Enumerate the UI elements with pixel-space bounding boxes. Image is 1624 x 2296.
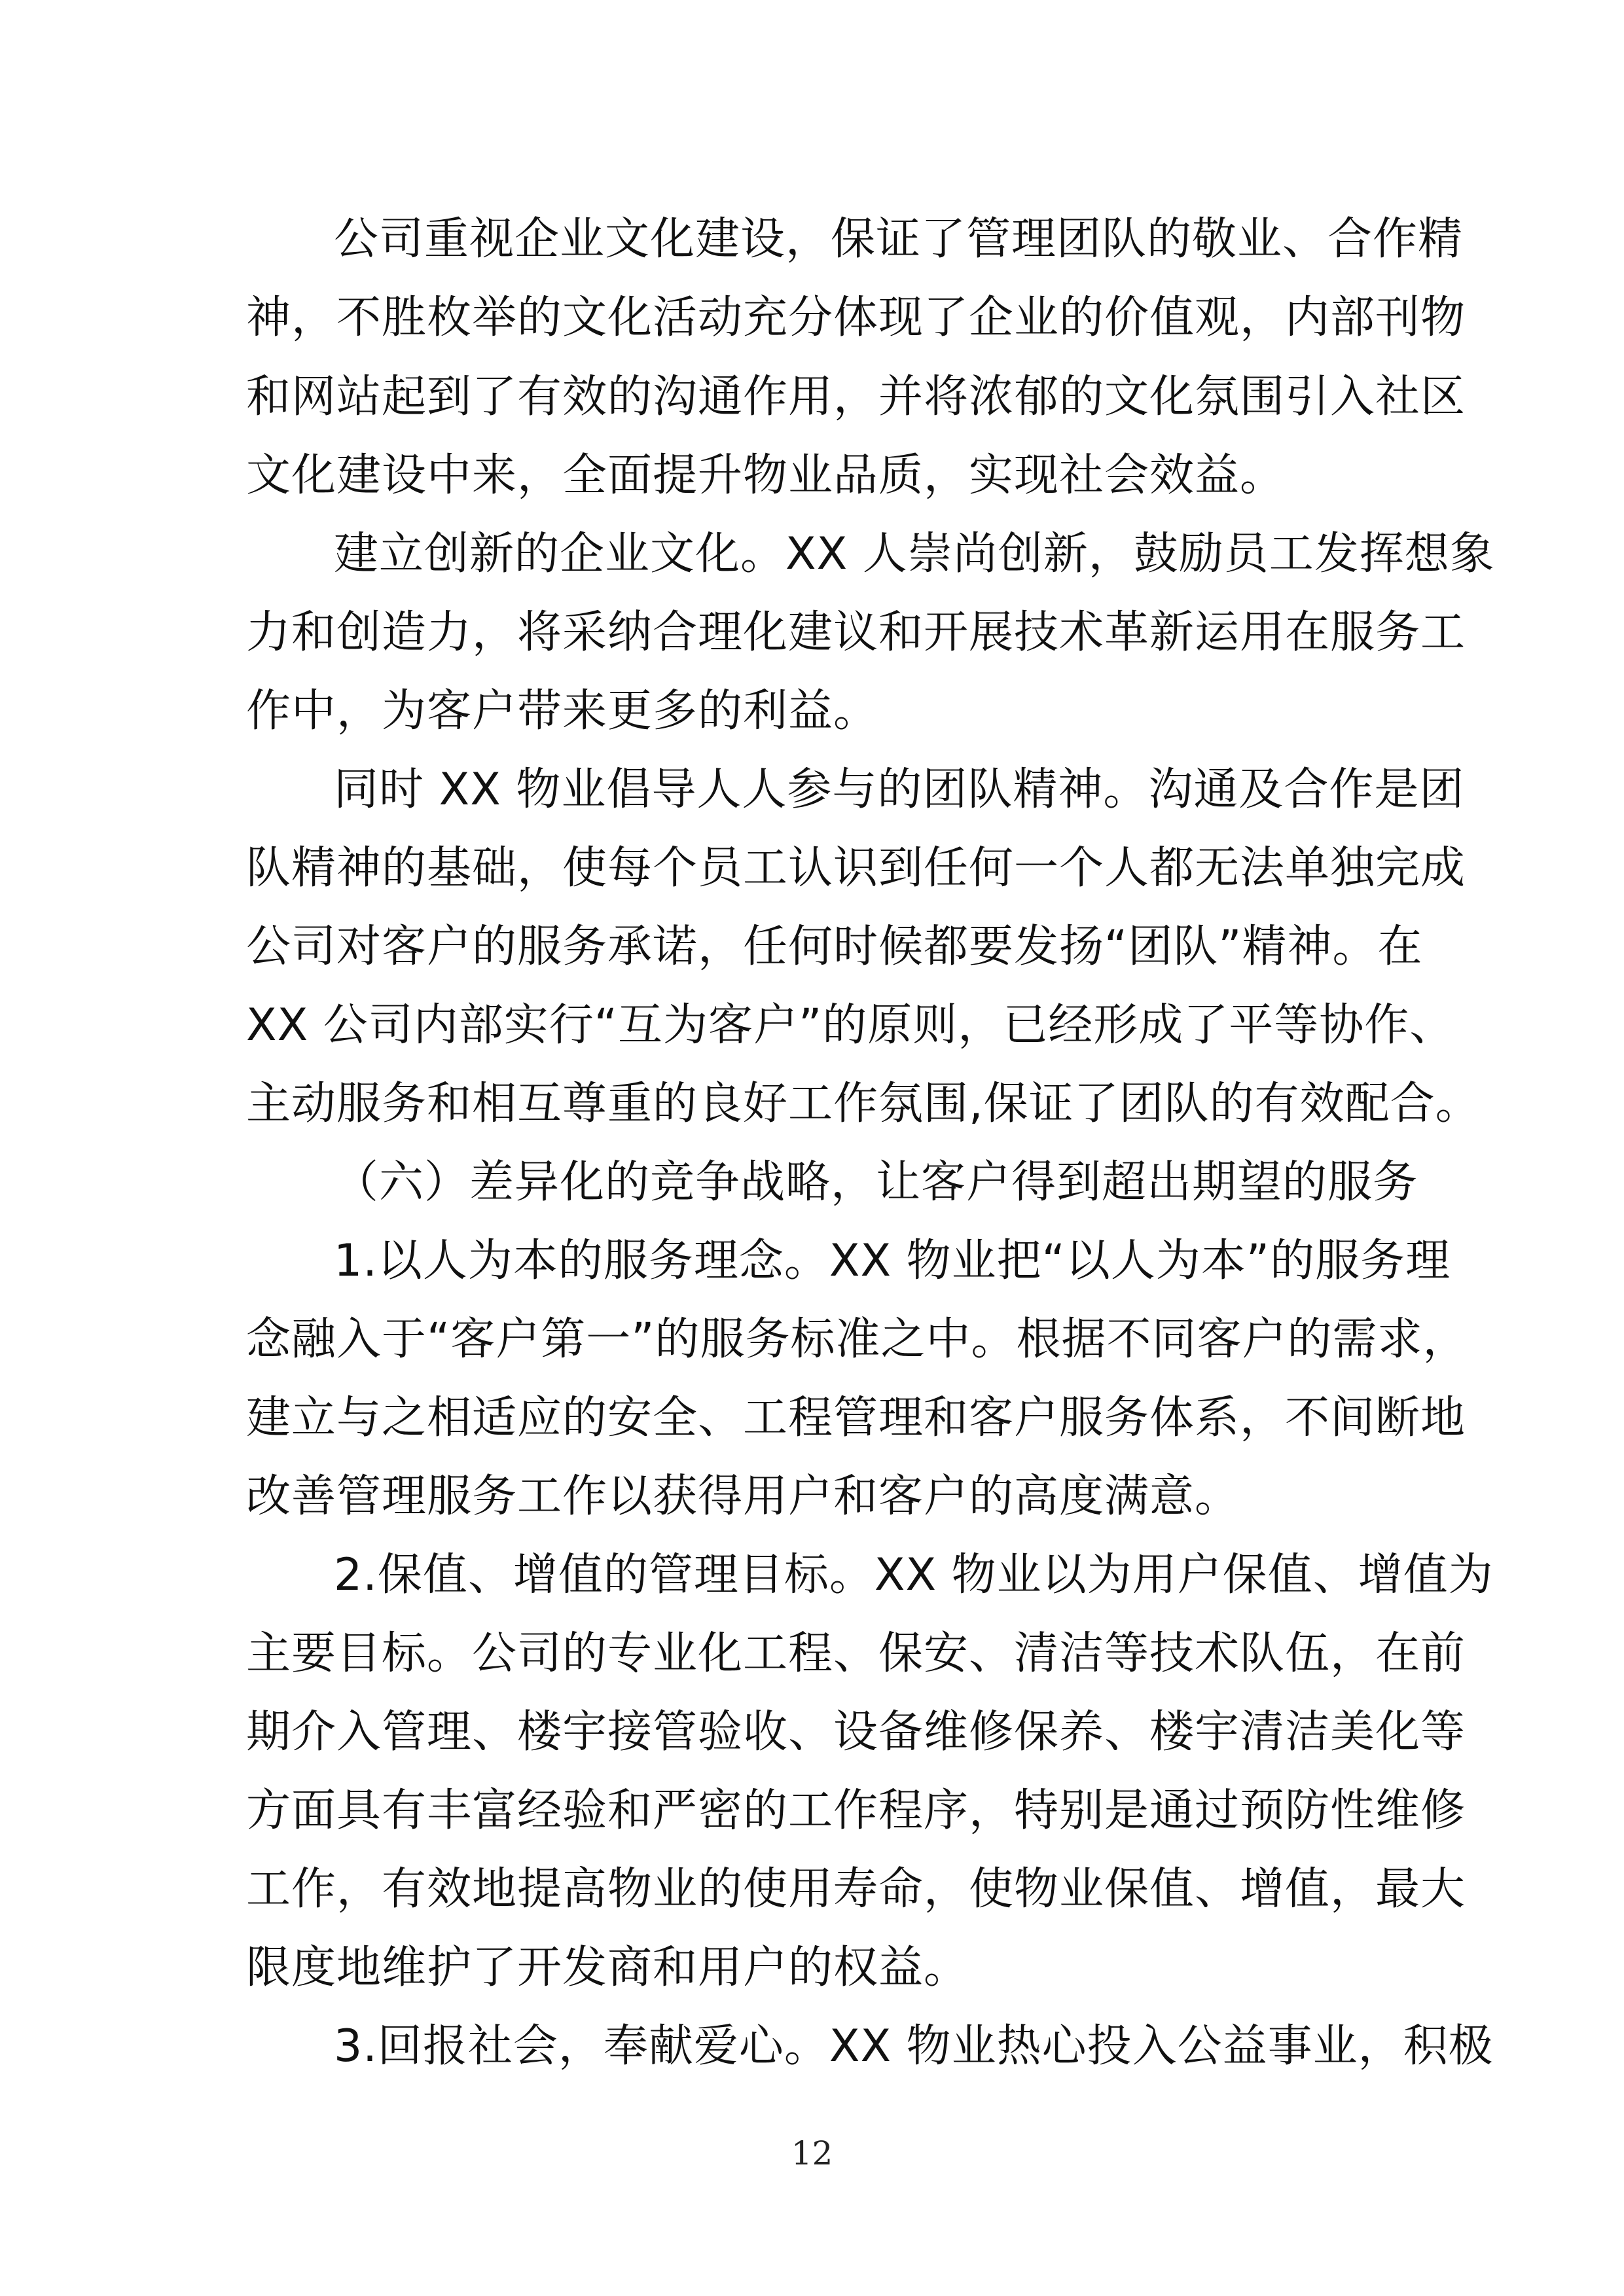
paragraph-2-line-1: 建立创新的企业文化。XX 人崇尚创新，鼓励员工发挥想象 (334, 528, 1495, 580)
paragraph-4-line-4: 改善管理服务工作以获得用户和客户的高度满意。 (246, 1471, 1240, 1522)
paragraph-2-line-2: 力和创造力，将采纳合理化建议和开展技术革新运用在服务工 (246, 607, 1466, 658)
paragraph-4-line-1: 1.以人为本的服务理念。XX 物业把“以人为本”的服务理 (334, 1235, 1451, 1287)
paragraph-4-line-3: 建立与之相适应的安全、工程管理和客户服务体系，不间断地 (246, 1392, 1466, 1444)
paragraph-5-line-1: 2.保值、增值的管理目标。XX 物业以为用户保值、增值为 (334, 1549, 1494, 1601)
paragraph-3-line-5: 主动服务和相互尊重的良好工作氛围,保证了团队的有效配合。 (246, 1078, 1481, 1130)
page-number: 12 (791, 2134, 833, 2172)
paragraph-5-line-2: 主要目标。公司的专业化工程、保安、清洁等技术队伍，在前 (246, 1628, 1466, 1679)
paragraph-1-line-2: 神，不胜枚举的文化活动充分体现了企业的价值观，内部刊物 (246, 292, 1466, 344)
paragraph-5-line-3: 期介入管理、楼宇接管验收、设备维修保养、楼宇清洁美化等 (246, 1706, 1466, 1758)
paragraph-3-line-1: 同时 XX 物业倡导人人参与的团队精神。沟通及合作是团 (334, 764, 1465, 816)
paragraph-1-line-1: 公司重视企业文化建设，保证了管理团队的敬业、合作精 (334, 213, 1464, 265)
paragraph-3-line-3: 公司对客户的服务承诺，任何时候都要发扬“团队”精神。在 (246, 921, 1423, 973)
paragraph-5-line-5: 工作，有效地提高物业的使用寿命，使物业保值、增值，最大 (246, 1863, 1466, 1915)
paragraph-2-line-3: 作中，为客户带来更多的利益。 (246, 685, 879, 737)
paragraph-3-line-2: 队精神的基础，使每个员工认识到任何一个人都无法单独完成 (246, 842, 1466, 894)
paragraph-3-line-4: XX 公司内部实行“互为客户”的原则，已经形成了平等协作、 (246, 999, 1455, 1051)
paragraph-6-line-1: 3.回报社会，奉献爱心。XX 物业热心投入公益事业，积极 (334, 2020, 1494, 2072)
paragraph-4-line-2: 念融入于“客户第一”的服务标准之中。根据不同客户的需求， (246, 1314, 1468, 1365)
paragraph-5-line-4: 方面具有丰富经验和严密的工作程序，特别是通过预防性维修 (246, 1785, 1466, 1837)
section-heading: （六）差异化的竞争战略，让客户得到超出期望的服务 (334, 1157, 1418, 1208)
paragraph-1-line-3: 和网站起到了有效的沟通作用，并将浓郁的文化氛围引入社区 (246, 371, 1466, 423)
paragraph-5-line-6: 限度地维护了开发商和用户的权益。 (246, 1942, 969, 1994)
paragraph-1-line-4: 文化建设中来，全面提升物业品质，实现社会效益。 (246, 450, 1286, 501)
